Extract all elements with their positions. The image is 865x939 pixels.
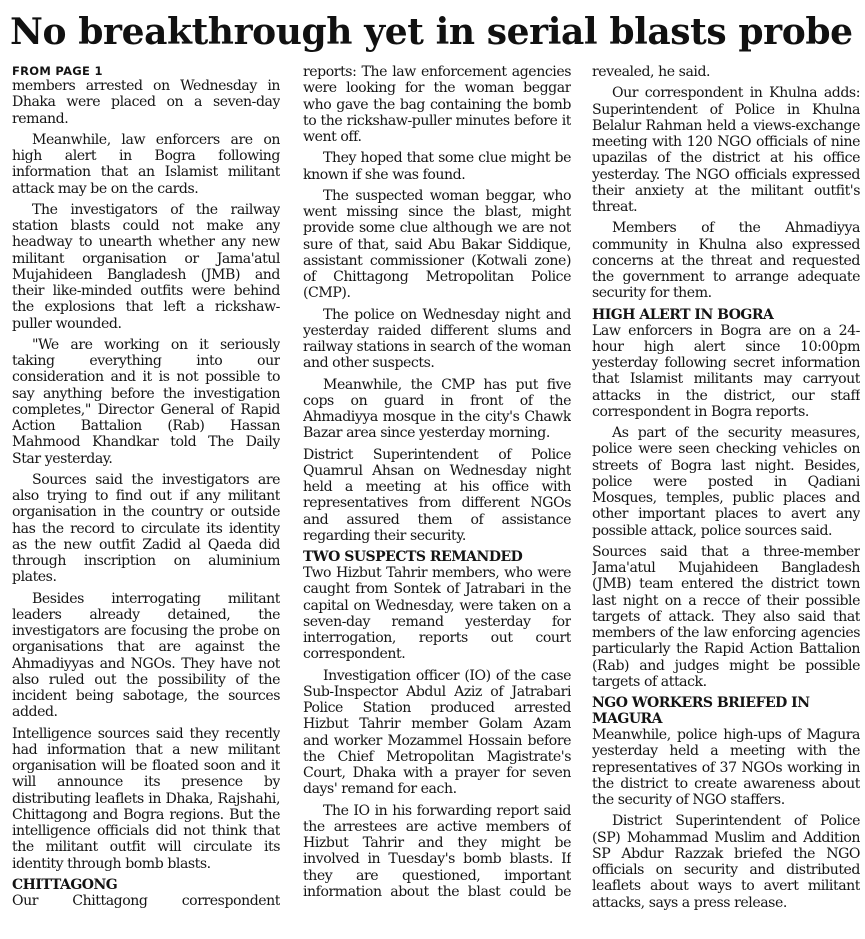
article-paragraph: Meanwhile, police high-ups of Magura yesterday held a meeting with the representatives of 37 NGOs working in the district to create awareness about the security of NGO staffers. (592, 727, 860, 808)
article-paragraph: As part of the security measures, police were seen checking vehicles on streets of Bogra last night. Besides, police were posted in Qadiani Mosques, temples, public places and other important places to avert any possible attack, police sources said. (592, 425, 860, 539)
article-paragraph: The investigators of the railway station blasts could not make any headway to unearth whether any new militant organisation or Jama'atul Mujahideen Bangladesh (JMB) and their like-minded outfits were behind the explosions that left a rickshaw-puller wounded. (12, 201, 280, 332)
article-paragraph: Besides interrogating militant leaders already detained, the investigators are focusing the probe on organisations that are against the Ahmadiyyas and NGOs. They have not also ruled out the possibility of the incident being sabotage, the sources added. (12, 590, 280, 721)
article-paragraph: The IO in his forwarding report said the arrestees are active members of Hizbut Tahrir and they might be involved in Tuesday's bomb blasts. If they are questioned, important information about the blast could be (303, 802, 571, 900)
article-paragraph: Intelligence sources said they recently had information that a new militant organisation will be floated soon and it will announce its presence by distributing leaflets in Dhaka, Rajshahi, Chittagong and Bogra regions. But the intelligence officials did not think that the militant outfit will circulate its identity through bomb blasts. (12, 725, 280, 872)
article-paragraph: revealed, he said. (592, 64, 711, 80)
article-paragraph: Our Chittagong correspondent (12, 892, 280, 909)
headline: No breakthrough yet in serial blasts probe (10, 11, 853, 53)
section-subhead: TWO SUSPECTS REMANDED (303, 549, 523, 565)
continued-label: FROM PAGE 1 (12, 64, 103, 78)
article-paragraph: members arrested on Wednesday in Dhaka were placed on a seven-day remand. (12, 78, 280, 127)
article-paragraph: Our correspondent in Khulna adds: Superintendent of Police in Khulna Belalur Rahman held a views-exchange meeting with 120 NGO officials of nine upazilas of the district at his office yesterday. The NGO officials expressed their anxiety at the militant outfit's threat. (592, 85, 860, 215)
article-column-1 (12, 64, 280, 936)
article-paragraph: Meanwhile, the CMP has put five cops on guard in front of the Ahmadiyya mosque in the city's Chawk Bazar area since yesterday morning. (303, 376, 571, 442)
article-paragraph: Two Hizbut Tahrir members, who were caught from Sontek of Jatrabari in the capital on Wednesday, were taken on a seven-day remand yesterday for interrogation, reports out court correspondent. (303, 565, 571, 663)
article-paragraph: The police on Wednesday night and yesterday raided different slums and railway stations in search of the woman and other suspects. (303, 306, 571, 372)
article-paragraph: Law enforcers in Bogra are on a 24-hour high alert since 10:00pm yesterday following secret information that Islamist militants may carryout attacks in the district, our staff correspondent in Bogra reports. (592, 322, 860, 420)
article-paragraph: Investigation officer (IO) of the case Sub-Inspector Abdul Aziz of Jatrabari Police Station produced arrested Hizbut Tahrir member Golam Azam and worker Mozammel Hossain before the Chief Metropolitan Magistrate's Court, Dhaka with a prayer for seven days' remand for each. (303, 667, 571, 798)
article-paragraph: They hoped that some clue might be known if she was found. (303, 150, 571, 183)
section-subhead: NGO WORKERS BRIEFED IN MAGURA (592, 695, 810, 727)
article-paragraph: Sources said that a three-member Jama'atul Mujahideen Bangladesh (JMB) team entered the district town last night on a recce of their possible targets of attack. They also said that members of the law enforcing agencies particularly the Rapid Action Battalion (Rab) and judges might be possible targets of attack. (592, 543, 860, 690)
article-paragraph: District Superintendent of Police (SP) Mohammad Muslim and Addition SP Abdur Razzak briefed the NGO officials on security and distributed leaflets about ways to avert militant attacks, says a press release. (592, 813, 860, 911)
article-paragraph: District Superintendent of Police Quamrul Ahsan on Wednesday night held a meeting at his office with representatives from different NGOs and assured them of assistance regarding their security. (303, 446, 571, 544)
article-paragraph: reports: The law enforcement agencies were looking for the woman beggar who gave the bag containing the bomb to the rickshaw-puller minutes before it went off. (303, 64, 571, 145)
article-paragraph: The suspected woman beggar, who went missing since the blast, might provide some clue although we are not sure of that, said Abu Bakar Siddique, assistant commissioner (Kotwali zone) of Chittagong Metropolitan Police (CMP). (303, 187, 571, 302)
article-paragraph: Meanwhile, law enforcers are on high alert in Bogra following information that an Islamist militant attack may be on the cards. (12, 131, 280, 197)
article-paragraph: Sources said the investigators are also trying to find out if any militant organisation in the country or outside has the record to circulate its identity as the new outfit Zadid al Qaeda did through inscription on aluminium plates. (12, 471, 280, 586)
article-paragraph: Members of the Ahmadiyya community in Khulna also expressed concerns at the threat and requested the government to arrange adequate security for them. (592, 220, 860, 302)
article-column-3 (592, 64, 860, 936)
article-paragraph: "We are working on it seriously taking everything into our consideration and it is not possible to say anything before the investigation completes," Director General of Rapid Action Battalion (Rab) Hassan Mahmood Khandkar told The Daily Star yesterday. (12, 336, 280, 467)
section-subhead: CHITTAGONG (12, 876, 118, 893)
article-column-2 (303, 64, 571, 936)
section-subhead: HIGH ALERT IN BOGRA (592, 306, 774, 323)
